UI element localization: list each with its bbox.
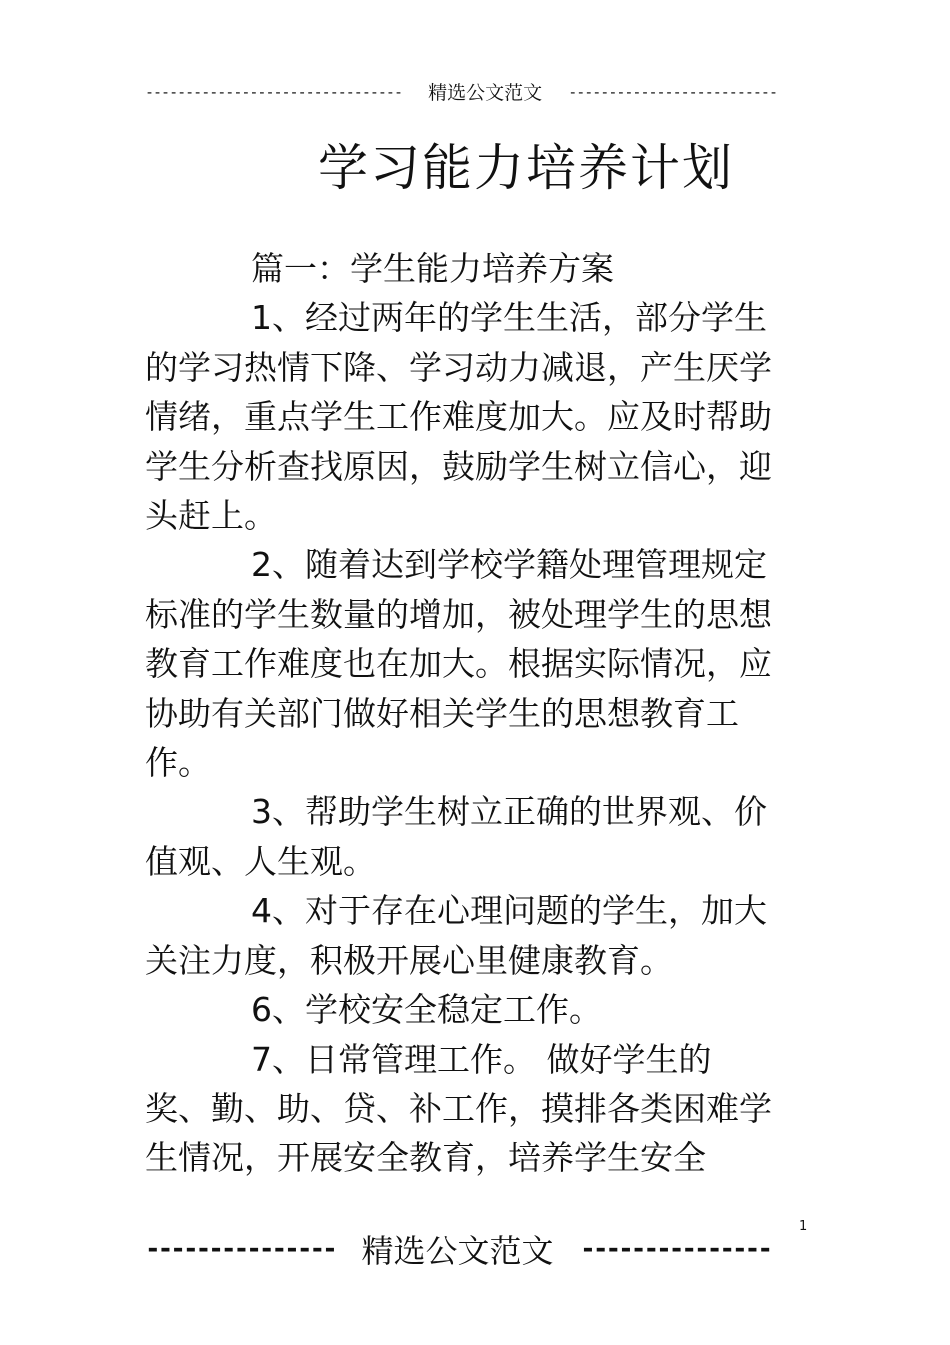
paragraph-2: 2、随着达到学校学籍处理管理规定标准的学生数量的增加，被处理学生的思想教育工作难度也在加大。根据实际情况，应协助有关部门做好相关学生的思想教育工作。	[145, 545, 772, 783]
paragraph-7: 7、日常管理工作。 做好学生的奖、勤、助、贷、补工作，摸排各类困难学生情况，开展安全教育，培养学生安全	[145, 1039, 772, 1178]
paragraph-6: 6、学校安全稳定工作。	[251, 990, 602, 1030]
page-footer	[145, 1226, 770, 1272]
footer-dashes-right: ---------------	[580, 1234, 770, 1264]
header-text: 精选公文范文	[428, 82, 543, 104]
footer-dashes-left: ---------------	[145, 1234, 335, 1264]
paragraph-1: 1、经过两年的学生生活，部分学生的学习热情下降、学习动力减退，产生厌学情绪，重点学生工作难度加大。应及时帮助学生分析查找原因，鼓励学生树立信心，迎头赶上。	[145, 298, 772, 536]
header-dashes-right: --------------------------	[568, 82, 777, 101]
document-title: 学习能力培养计划	[318, 139, 734, 197]
paragraph-4: 4、对于存在心理问题的学生，加大关注力度，积极开展心里健康教育。	[145, 891, 767, 980]
section-heading: 篇一：学生能力培养方案	[251, 249, 614, 288]
page-number: 1	[799, 1219, 808, 1234]
header-dashes-left: --------------------------------	[145, 82, 402, 101]
document-body	[145, 244, 775, 1183]
page-header	[145, 78, 777, 105]
footer-text: 精选公文范文	[361, 1232, 554, 1270]
paragraph-3: 3、帮助学生树立正确的世界观、价值观、人生观。	[145, 792, 767, 881]
